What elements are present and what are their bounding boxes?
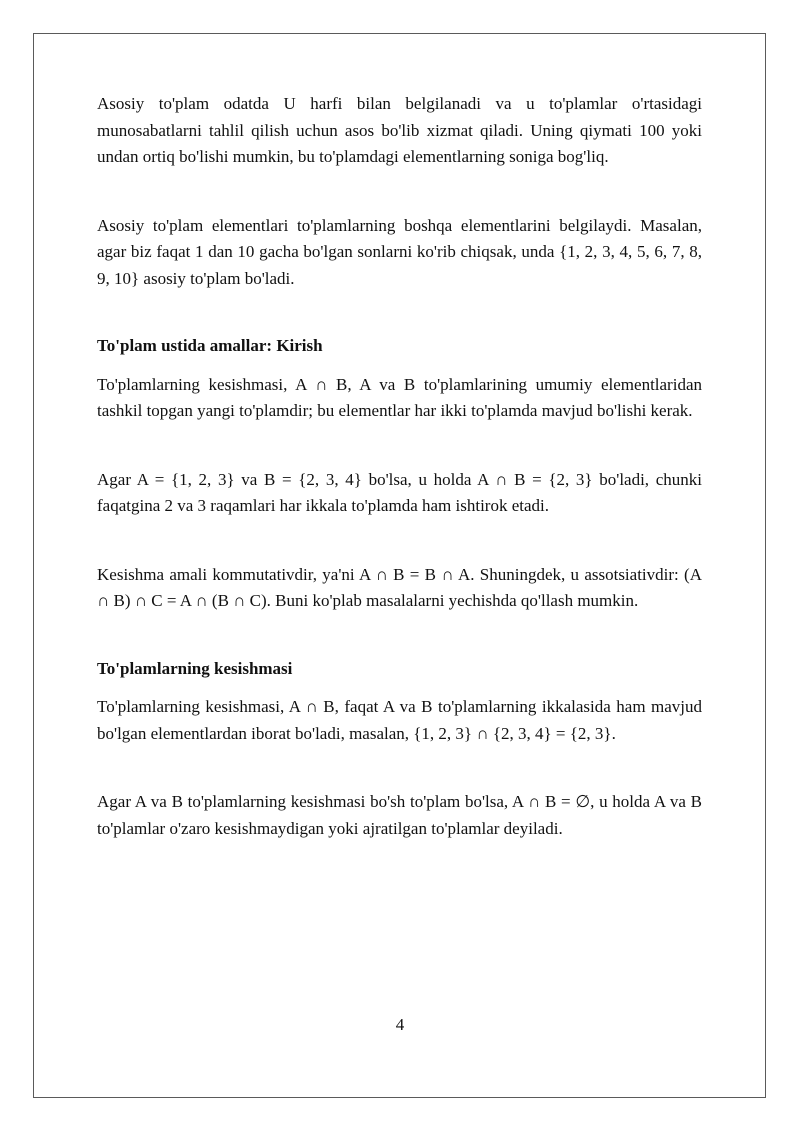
section-heading-intersection: To'plamlarning kesishmasi [97,658,293,678]
page-number: 4 [395,1015,405,1034]
paragraph-disjoint-sets: Agar A va B to'plamlarning kesishmasi bo'sh to'plam bo'lsa, A ∩ B = ∅, u holda A va B to'plamlar o'zaro kesishmaydigan yoki ajratilgan to'plamlar deyiladi. [97,792,702,838]
paragraph-universal-set-example: Asosiy to'plam elementlari to'plamlarning boshqa elementlarini belgilaydi. Masalan, agar biz faqat 1 dan 10 gacha bo'lgan sonlarni ko'rib chiqsak, unda {1, 2, 3, 4, 5, 6, 7, 8, 9, 10} asosiy to'plam bo'ladi. [97,215,702,288]
section-heading-operations-intro: To'plam ustida amallar: Kirish [97,336,323,355]
page-content [97,91,702,842]
paragraph-intersection-explanation: To'plamlarning kesishmasi, A ∩ B, faqat A va B to'plamlarning ikkalasida ham mavjud bo'lgan elementlardan iborat bo'ladi, masalan, {1, 2, 3} ∩ {2, 3, 4} = {2, 3}. [97,697,702,743]
paragraph-intersection-definition: To'plamlarning kesishmasi, A ∩ B, A va B to'plamlarining umumiy elementlaridan tashkil topgan yangi to'plamdir; bu elementlar har ikki to'plamda mavjud bo'lishi kerak. [97,374,702,420]
paragraph-universal-set-definition: Asosiy to'plam odatda U harfi bilan belgilanadi va u to'plamlar o'rtasidagi munosabatlarni tahlil qilish uchun asos bo'lib xizmat qiladi. Uning qiymati 100 yoki undan ortiq bo'lishi mumkin, bu to'plamdagi elementlarning soniga bog'liq. [97,94,702,166]
paragraph-intersection-properties: Kesishma amali kommutativdir, ya'ni A ∩ B = B ∩ A. Shuningdek, u assotsiativdir: (A ∩ B) ∩ C = A ∩ (B ∩ C). Buni ko'plab masalalarni yechishda qo'llash mumkin. [97,564,702,610]
paragraph-intersection-example: Agar A = {1, 2, 3} va B = {2, 3, 4} bo'lsa, u holda A ∩ B = {2, 3} bo'ladi, chunki faqatgina 2 va 3 raqamlari har ikkala to'plamda ham ishtirok etadi. [97,469,702,515]
